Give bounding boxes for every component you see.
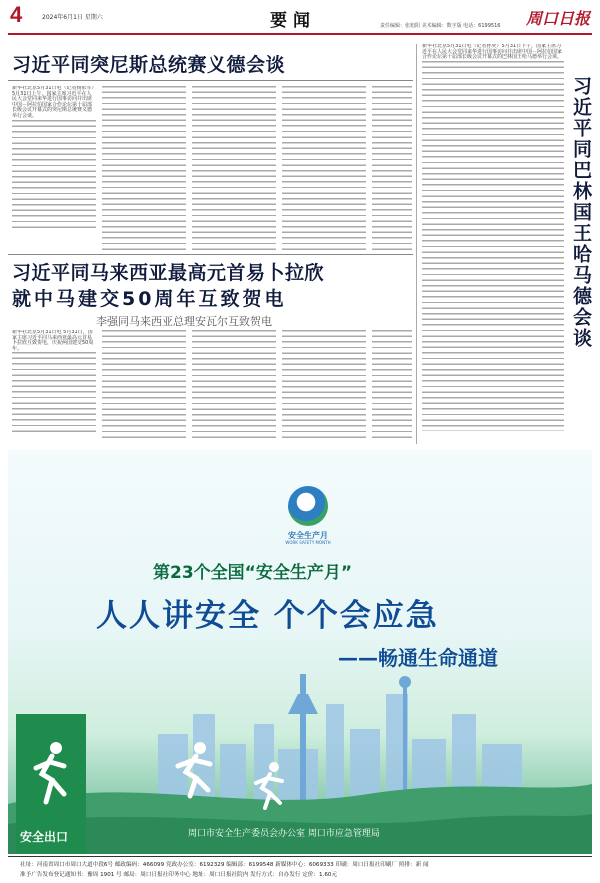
- newspaper-logo: 周口日报: [525, 9, 590, 28]
- article3-headline-box: [568, 76, 594, 416]
- article3-body: [422, 44, 564, 444]
- article1-body-text: [282, 86, 366, 254]
- article1-body-text: [192, 86, 276, 254]
- article1-column-1: [12, 86, 96, 254]
- footer-address: 社址：河南省周口市周口大道中段6号 邮政编码：466099 党政办公室：6192329 编辑部：6199548 新媒体中心：6069333 印刷：周口日报社印刷厂 照排：新 闻: [20, 862, 429, 868]
- article1-column-2: [102, 86, 186, 254]
- page-number: 4: [10, 2, 23, 27]
- header-rule: [8, 33, 592, 35]
- article2-column-5: [372, 330, 412, 442]
- article2-column-4: [282, 330, 366, 442]
- article2-body-text: [102, 330, 186, 442]
- article1-column-4: [282, 86, 366, 254]
- article1-column-5: [372, 86, 412, 254]
- safety-month-poster: [8, 450, 592, 854]
- poster-organizers: 周口市安全生产委员会办公室 周口市应急管理局: [188, 829, 380, 839]
- running-person-icon: [168, 740, 218, 800]
- article3-lead: 新华社北京5月31日电（记者孙奕）5月31日下午，国家主席习近平在人民大会堂同来华进行国事访问并出席中国－阿拉伯国家合作论坛第十届部长级会议开幕式的巴林国王哈马德举行会谈。: [422, 44, 563, 61]
- safety-month-logo-icon: [288, 486, 328, 526]
- article2-subtitle: 李强同马来西亚总理安瓦尔互致贺电: [96, 315, 272, 328]
- page-header: [0, 0, 600, 34]
- article2-body-text: [372, 330, 412, 442]
- running-person-icon: [28, 740, 72, 810]
- article1-body-text: [12, 120, 96, 230]
- section-title: 要闻: [270, 11, 316, 31]
- exit-sign-label: 安全出口: [20, 830, 69, 844]
- article2-top-rule: [8, 254, 413, 255]
- badge-label: 安全生产月: [288, 531, 328, 540]
- article2-headline-line1: 习近平同马来西亚最高元首易卜拉欣: [12, 262, 325, 284]
- poster-title-line1: 第23个全国“安全生产月”: [153, 563, 353, 583]
- footer-rule: [8, 856, 592, 857]
- article2-headline-line2: 就中马建交50周年互致贺电: [12, 288, 287, 310]
- issue-date: 2024年6月1日 星期六: [42, 14, 103, 21]
- editor-credits: 责任编辑：张旭阳 美术编辑：数字版 电话：6199516: [380, 23, 501, 29]
- running-person-icon: [248, 760, 288, 812]
- article2-lead: 新华社北京5月31日电 5月31日，国家主席习近平同马来西亚最高元首易卜拉欣互致贺电，庆祝两国建交50周年。: [12, 330, 94, 352]
- footer-publishing-info: 准予广告发布登记通知书：豫周 1901 号 邮局：周口日报社印务中心 地址：周口日报社院内 发行方式：自办发行 定价：1.60元: [20, 872, 338, 878]
- article1-column-3: [192, 86, 276, 254]
- article3-headline: 习近平同巴林国王哈马德会谈: [570, 76, 592, 349]
- badge-english: WORK SAFETY MONTH: [285, 540, 331, 545]
- article2-body-text: [12, 352, 96, 432]
- article2-column-2: [102, 330, 186, 442]
- poster-slogan-sub: ——畅通生命通道: [338, 646, 498, 670]
- column-separator: [416, 44, 417, 444]
- article2-column-1: [12, 330, 96, 442]
- article2-body-text: [282, 330, 366, 442]
- article3-body-text: [422, 61, 564, 431]
- article1-body-text: [102, 86, 186, 254]
- article1-rule: [8, 80, 413, 81]
- article2-body-text: [192, 330, 276, 442]
- article1-headline: 习近平同突尼斯总统赛义德会谈: [12, 54, 286, 76]
- poster-slogan: 人人讲安全 个个会应急: [96, 598, 439, 634]
- article1-lead: 新华社北京5月31日电（记者杨依军）5月31日上午，国家主席习近平在人民大会堂同来华进行国事访问并出席中国－阿拉伯国家合作论坛第十届部长级会议开幕式的突尼斯总统赛义德举行会谈。: [12, 86, 95, 119]
- article1-body-text: [372, 86, 412, 254]
- article2-column-3: [192, 330, 276, 442]
- green-hills-illustration: [8, 764, 592, 854]
